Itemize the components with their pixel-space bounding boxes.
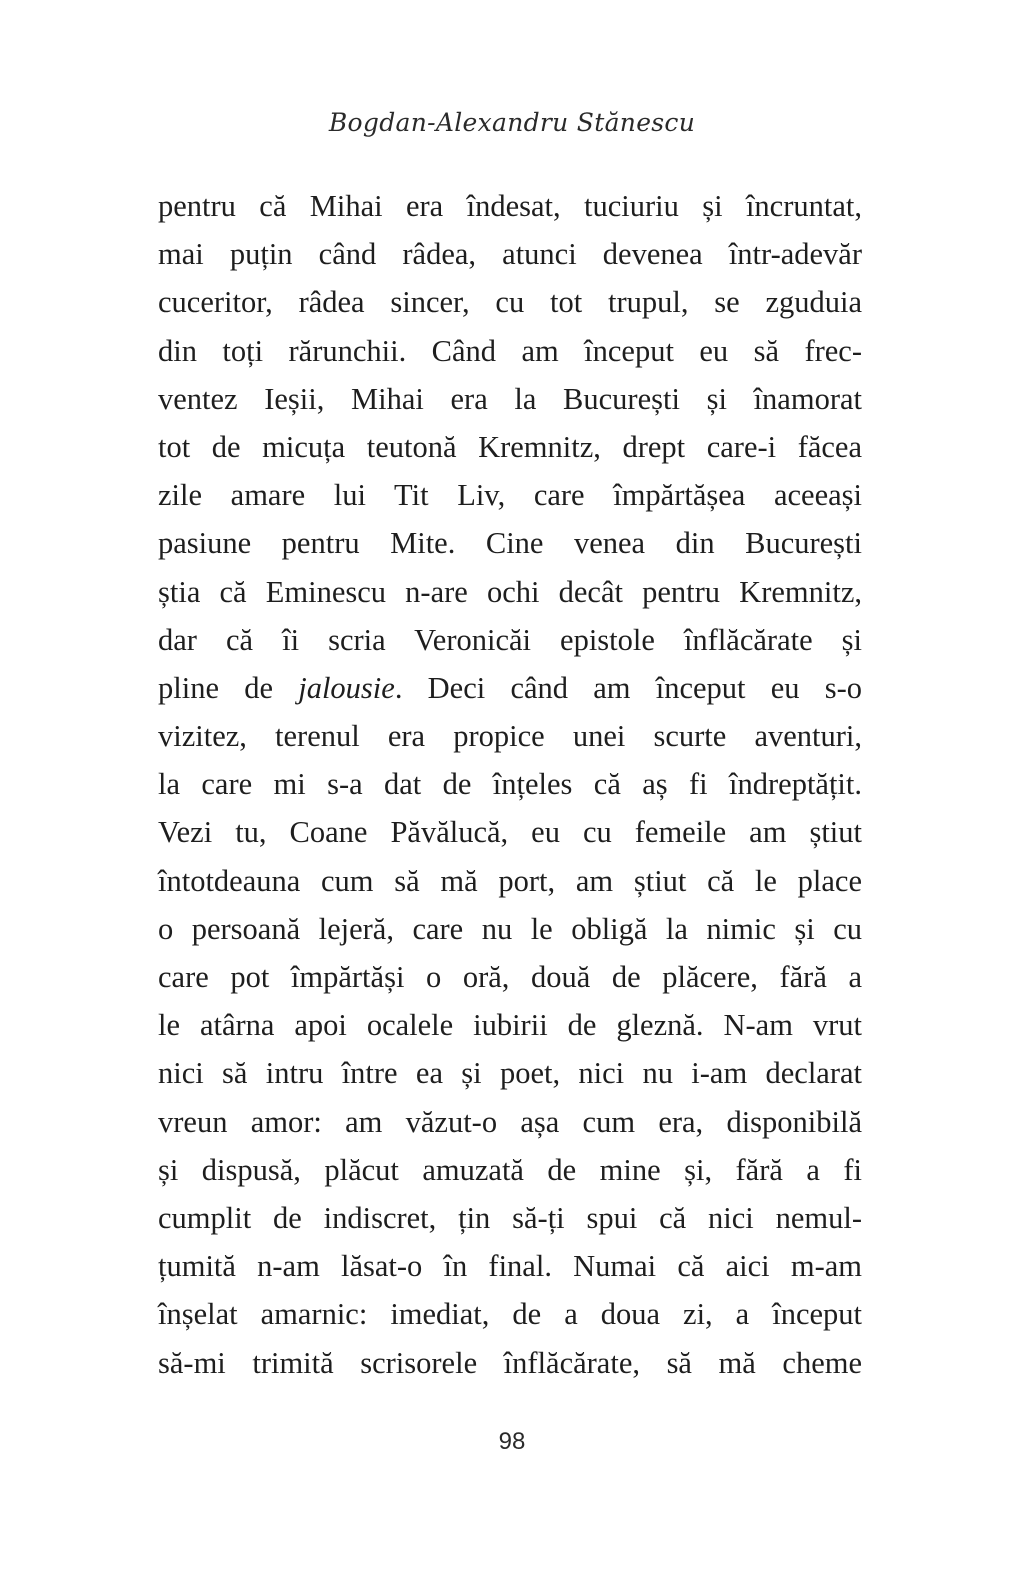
text-line: înșelat amarnic: imediat, de a doua zi, a început xyxy=(158,1297,862,1332)
text-line: care pot împărtăși o oră, două de plăcere, fără a xyxy=(158,960,862,994)
text-line: tot de micuța teutonă Kremnitz, drept care-i făcea xyxy=(158,429,862,464)
text-line: dar că îi scria Veronicăi epistole înflăcărate și xyxy=(158,622,862,657)
text-line: le atârna apoi ocalele iubirii de gleznă. N-am vrut xyxy=(158,1008,862,1043)
italic-word: jalousie xyxy=(298,670,395,705)
text-line: pasiune pentru Mite. Cine venea din București xyxy=(158,526,862,561)
text-segment: pline de xyxy=(158,670,299,705)
text-line: din toți rărunchii. Când am început eu să frec- xyxy=(158,333,862,368)
text-line: cuceritor, râdea sincer, cu tot trupul, se zguduia xyxy=(158,285,862,320)
text-line: întotdeauna cum să mă port, am știut că le place xyxy=(158,863,862,898)
running-header-author: Bogdan-Alexandru Stănescu xyxy=(328,108,696,137)
text-line-with-italic xyxy=(158,664,862,712)
text-line: ventez Ieșii, Mihai era la București și înamorat xyxy=(158,381,862,416)
text-line: vizitez, terenul era propice unei scurte aventuri, xyxy=(158,719,862,754)
text-line: și dispusă, plăcut amuzată de mine și, fără a fi xyxy=(158,1152,862,1187)
text-line: să-mi trimită scrisorele înflăcărate, să mă cheme xyxy=(158,1345,862,1380)
text-segment: . Deci când am început eu s-o xyxy=(394,670,862,705)
text-line: cumplit de indiscret, țin să-ți spui că nici nemul- xyxy=(158,1200,862,1235)
text-line: vreun amor: am văzut-o așa cum era, disponibilă xyxy=(158,1104,862,1139)
text-line: țumită n-am lăsat-o în final. Numai că aici m-am xyxy=(158,1249,862,1284)
text-line: zile amare lui Tit Liv, care împărtășea aceeași xyxy=(158,478,862,513)
text-line: o persoană lejeră, care nu le obligă la nimic și cu xyxy=(158,911,862,946)
text-line: știa că Eminescu n-are ochi decât pentru Kremnitz, xyxy=(158,574,862,609)
text-line: Vezi tu, Coane Păvălucă, eu cu femeile am știut xyxy=(158,815,862,850)
text-line: la care mi s-a dat de înțeles că aș fi îndreptățit. xyxy=(158,767,862,802)
text-line: nici să intru între ea și poet, nici nu i-am declarat xyxy=(158,1056,862,1091)
text-line: pentru că Mihai era îndesat, tuciuriu și încruntat, xyxy=(158,189,862,223)
text-line: mai puțin când râdea, atunci devenea într-adevăr xyxy=(158,237,862,272)
page-number: 98 xyxy=(498,1428,526,1455)
body-text xyxy=(158,182,862,1387)
